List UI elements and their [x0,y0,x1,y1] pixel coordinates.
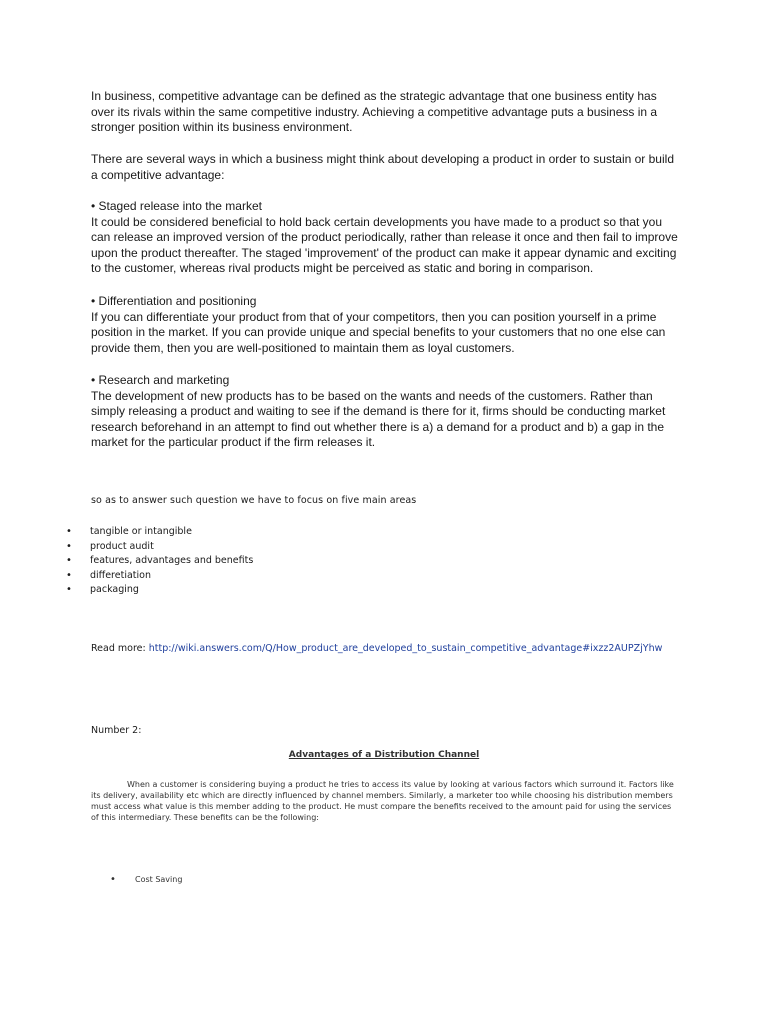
bullet-icon: • [66,584,72,595]
list-item [66,569,253,584]
read-more-link[interactable]: http://wiki.answers.com/Q/How_product_are_developed_to_sustain_competitive_advantage#ixzz2AUPZjYhw [148,643,663,654]
read-more [91,642,681,657]
section-body: The development of new products has to be based on the wants and needs of the customers. Rather than simply releasing a product and waiting to see if the demand is there for it, firms should be conducting market research beforehand in an attempt to find out whether there is a) a demand for a product and b) a gap in the market for the particular product if the firm releases it. [91,388,666,450]
section-body: It could be considered beneficial to hold back certain developments you have made to a product so that you can release an improved version of the product periodically, rather than release it once and then fail to improve upon the product thereafter. The staged 'improvement' of the product can make it appear dynamic and exciting to the customer, whereas rival products might be perceived as static and boring in comparison. [91,214,678,276]
list-item [66,583,253,598]
list-item-text: differetiation [90,569,151,581]
list-item-text: packaging [90,584,139,595]
section-research [91,373,679,451]
para-ways: There are several ways in which a business might think about developing a product in order to sustain or build a competitive advantage: [91,152,674,182]
ways-paragraph [91,152,679,183]
list-item [66,540,253,555]
number-2-label: Number 2: [91,725,142,736]
section-heading: • Differentiation and positioning [91,294,257,308]
read-more-label: Read more: [91,643,146,654]
five-areas-intro: so as to answer such question we have to focus on five main areas [91,495,417,506]
bullet-icon: • [66,526,72,537]
list-item-text: features, advantages and benefits [90,555,254,566]
bullet-icon: • [66,540,72,552]
section-differentiation [91,294,679,356]
para-competitive-advantage: In business, competitive advantage can be defined as the strategic advantage that one business entity has over its rivals within the same competitive industry. Achieving a competitive advantage puts a business in a stronger position within its business environment. [91,89,658,135]
distribution-text: When a customer is considering buying a product he tries to access its value by looking at various factors which surround it. Factors like its delivery, availability etc which are directly influenced by channel members. Similarly, a marketer too while choosing his distribution members must access what value is this member adding to the product. He must compare the benefits received to the amount paid for using the services of this intermediary. These benefits can be the following: [91,780,674,822]
distribution-paragraph [91,779,681,823]
list-item-text: tangible or intangible [90,526,192,537]
distribution-heading: Advantages of a Distribution Channel [288,750,480,760]
section-heading: • Research and marketing [91,373,230,387]
cost-saving-item [110,874,182,886]
bullet-icon: • [110,874,116,885]
bullet-icon: • [66,569,72,581]
list-item-text: product audit [90,540,154,552]
intro-paragraph [91,89,679,136]
section-staged-release [91,199,679,277]
section-heading: • Staged release into the market [91,199,262,213]
list-item [66,525,253,540]
cost-saving-text: Cost Saving [135,875,183,884]
section-body: If you can differentiate your product from that of your competitors, then you can position yourself in a prime position in the market. If you can provide unique and special benefits to your customers that no one else can provide them, then you are well-positioned to maintain them as loyal customers. [91,309,666,355]
bullet-icon: • [66,555,72,566]
five-areas-list [66,525,253,598]
list-item [66,554,253,569]
